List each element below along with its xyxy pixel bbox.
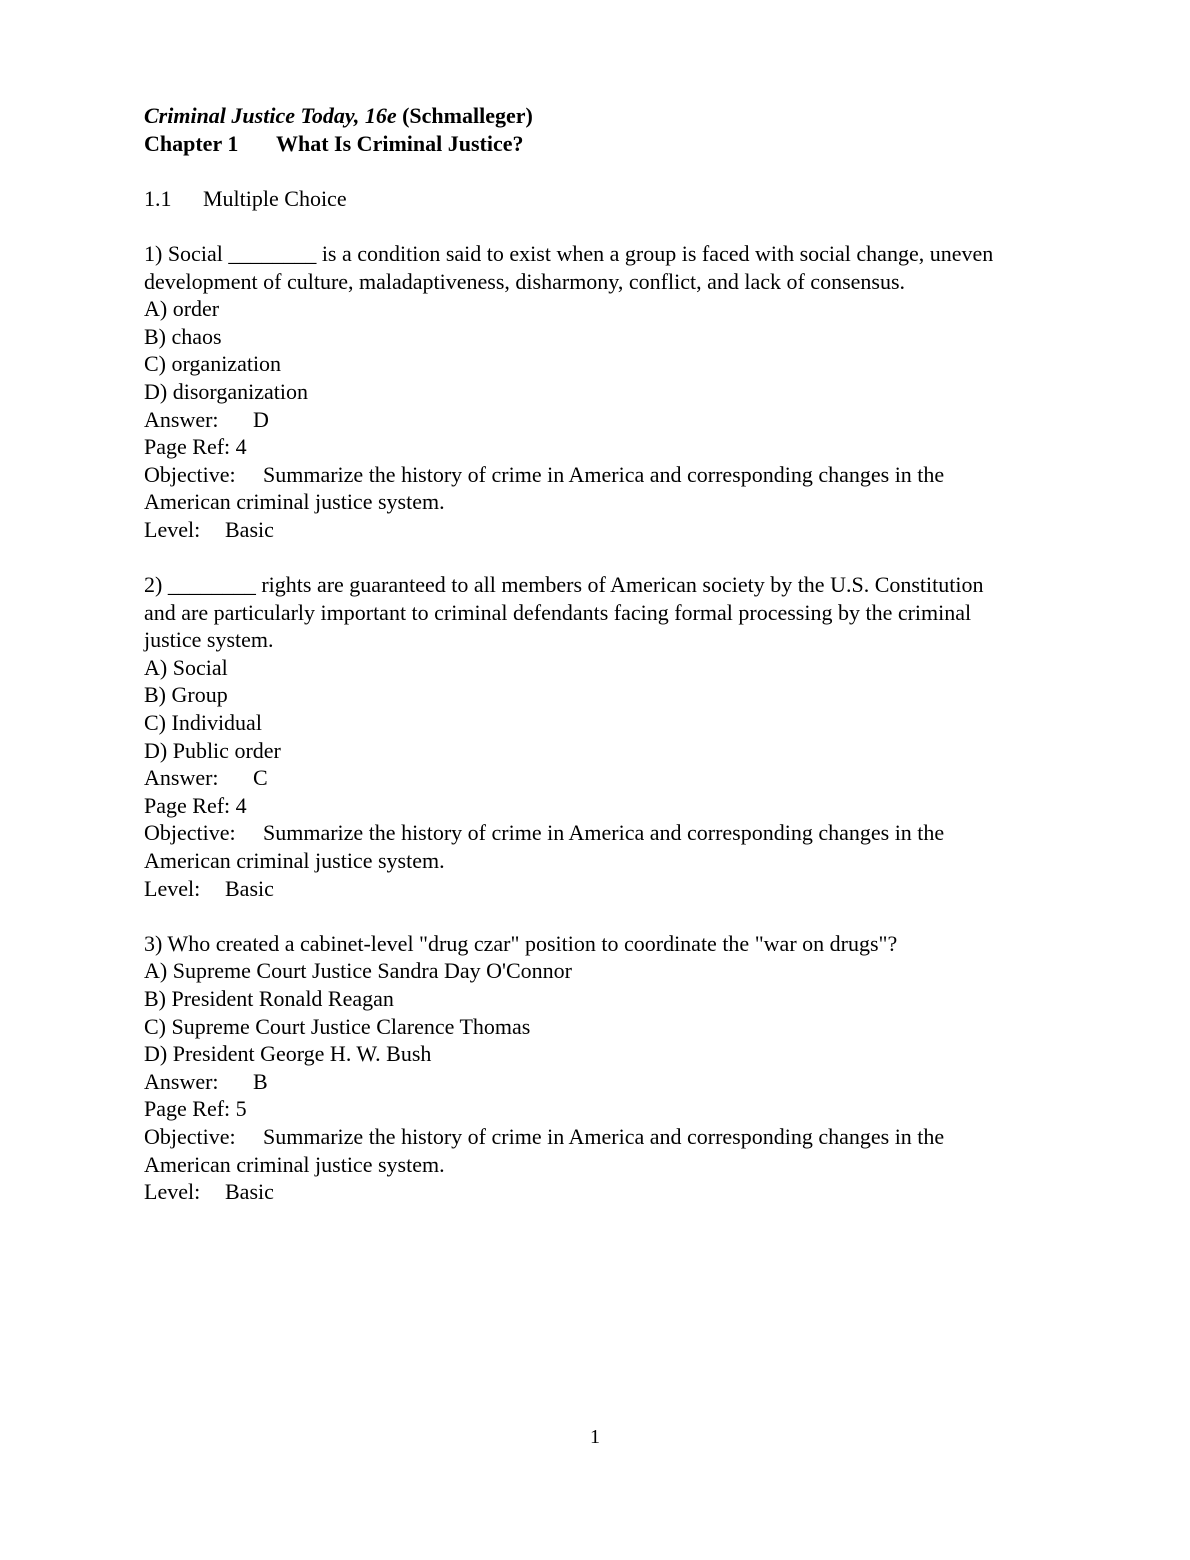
- choice-a: A) Social: [144, 654, 228, 680]
- question-stem-line: development of culture, maladaptiveness, disharmony, conflict, and lack of consensus.: [144, 268, 906, 294]
- level-label: Level:: [144, 516, 201, 542]
- objective-row: [144, 461, 1084, 489]
- answer-value: B: [253, 1068, 268, 1094]
- level-value: Basic: [225, 1179, 274, 1205]
- answer-row: [144, 1068, 1084, 1096]
- objective-continuation: American criminal justice system.: [144, 489, 445, 515]
- objective-value: Summarize the history of crime in America and corresponding changes in the: [263, 461, 945, 487]
- level-value: Basic: [225, 875, 274, 901]
- chapter-number: Chapter 1: [144, 130, 239, 156]
- book-author: (Schmalleger): [402, 103, 533, 128]
- answer-value: D: [253, 406, 269, 432]
- section-heading: [144, 185, 1084, 213]
- question-stem-line: 3) Who created a cabinet-level "drug czar" position to coordinate the "war on drugs"?: [144, 930, 898, 956]
- level-label: Level:: [144, 1179, 201, 1205]
- objective-continuation: American criminal justice system.: [144, 1151, 445, 1177]
- question-stem-line: 1) Social ________ is a condition said to exist when a group is faced with social change, uneven: [144, 240, 994, 266]
- page-content: [144, 102, 1084, 1206]
- book-title: Criminal Justice Today, 16e: [144, 103, 397, 128]
- choice-a: A) Supreme Court Justice Sandra Day O'Connor: [144, 958, 573, 984]
- objective-value: Summarize the history of crime in America and corresponding changes in the: [263, 1123, 945, 1149]
- page-ref-row: [144, 1095, 1084, 1123]
- question-3: [144, 930, 1084, 1206]
- level-row: [144, 516, 1084, 544]
- objective-row: [144, 1123, 1084, 1151]
- objective-label: Objective:: [144, 820, 236, 846]
- level-row: [144, 1178, 1084, 1206]
- objective-label: Objective:: [144, 1123, 236, 1149]
- page-ref-label: Page Ref:: [144, 434, 231, 460]
- choice-d: D) President George H. W. Bush: [144, 1041, 432, 1067]
- choice-b: B) Group: [144, 682, 228, 708]
- section-number: 1.1: [144, 185, 172, 211]
- question-1: [144, 240, 1084, 544]
- question-stem-line: 2) ________ rights are guaranteed to all members of American society by the U.S. Constitution: [144, 572, 984, 598]
- choice-b: B) chaos: [144, 323, 222, 349]
- question-2: [144, 571, 1084, 902]
- level-value: Basic: [225, 516, 274, 542]
- answer-row: [144, 406, 1084, 434]
- page-ref-label: Page Ref:: [144, 1096, 231, 1122]
- choice-d: D) disorganization: [144, 378, 308, 404]
- choice-b: B) President Ronald Reagan: [144, 986, 394, 1011]
- answer-row: [144, 764, 1084, 792]
- answer-label: Answer:: [144, 406, 219, 432]
- objective-value: Summarize the history of crime in America and corresponding changes in the: [263, 820, 945, 846]
- book-title-line: [144, 102, 1084, 130]
- level-label: Level:: [144, 875, 201, 901]
- choice-c: C) Supreme Court Justice Clarence Thomas: [144, 1013, 531, 1039]
- question-stem-line: justice system.: [144, 627, 274, 653]
- level-row: [144, 875, 1084, 903]
- choice-c: C) Individual: [144, 710, 262, 736]
- page-ref-value: 4: [235, 434, 247, 460]
- page-ref-row: [144, 433, 1084, 461]
- question-stem-line: and are particularly important to criminal defendants facing formal processing by the criminal: [144, 599, 972, 625]
- page-ref-value: 5: [235, 1096, 247, 1122]
- answer-label: Answer:: [144, 1068, 219, 1094]
- objective-row: [144, 819, 1084, 847]
- choice-c: C) organization: [144, 351, 282, 377]
- chapter-heading: [144, 130, 1084, 158]
- page-ref-row: [144, 792, 1084, 820]
- answer-label: Answer:: [144, 765, 219, 791]
- answer-value: C: [253, 765, 268, 791]
- objective-continuation: American criminal justice system.: [144, 848, 445, 874]
- chapter-title: What Is Criminal Justice?: [276, 130, 524, 156]
- objective-label: Objective:: [144, 461, 236, 487]
- choice-a: A) order: [144, 296, 220, 322]
- page-ref-value: 4: [235, 792, 247, 818]
- page-ref-label: Page Ref:: [144, 792, 231, 818]
- choice-d: D) Public order: [144, 737, 281, 763]
- section-title: Multiple Choice: [203, 185, 347, 211]
- page-number: 1: [590, 1426, 600, 1448]
